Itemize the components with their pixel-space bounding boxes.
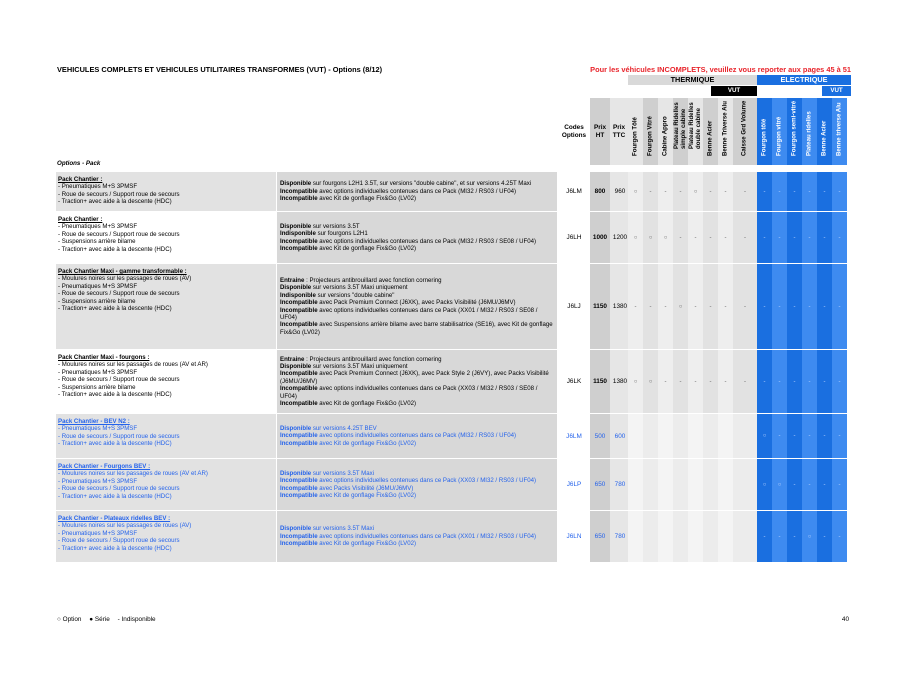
availability-mark [628, 414, 643, 458]
availability-line: Incompatible avec Kit de gonflage Fix&Go (LV02) [280, 244, 417, 252]
availability-mark: - [832, 172, 847, 211]
availability-mark: - [802, 459, 817, 510]
column-header: Fourgon Tôlé [628, 98, 643, 165]
availability-mark: - [733, 212, 757, 263]
pack-item: - Traction+ avec aide à la descente (HDC) [58, 391, 172, 399]
availability-mark [673, 459, 688, 510]
pack-description [56, 511, 276, 562]
availability-mark: ○ [802, 511, 817, 562]
page-number: 40 [841, 616, 849, 623]
availability-mark: - [628, 264, 643, 349]
price-ttc: 1380 [610, 350, 630, 413]
availability-mark [703, 414, 718, 458]
price-ht: 1150 [590, 264, 610, 349]
availability-mark: - [718, 350, 733, 413]
option-code: J6LK [566, 378, 582, 385]
availability-line: Incompatible avec Packs Visibilité (J6MU/J6MV) [280, 484, 414, 492]
availability-mark: - [787, 511, 802, 562]
availability-line: Incompatible avec Pack Premium Connect (J6XK), avec Pack Style 2 (J6VY), avec Packs Visibilité (J6MU/J6MV) [280, 370, 549, 385]
availability-mark: - [772, 511, 787, 562]
option-code: J6LM [566, 432, 582, 440]
column-header: Plateau Ridelles double cabine [688, 98, 703, 165]
table-row [56, 212, 851, 263]
availability-mark: - [658, 172, 673, 211]
availability-mark: - [673, 212, 688, 263]
availability-mark [733, 414, 757, 458]
column-header: Fourgon tôlé [757, 98, 772, 165]
availability-mark: - [832, 414, 847, 458]
availability-mark: - [802, 212, 817, 263]
availability-line: Disponible sur versions 3.5T Maxi [280, 469, 375, 477]
availability-mark: - [703, 172, 718, 211]
availability-notes [277, 511, 557, 562]
availability-mark [718, 511, 733, 562]
availability-line: Disponible sur versions 3.5T Maxi [280, 525, 375, 533]
availability-mark: - [718, 264, 733, 349]
availability-mark: - [673, 172, 688, 211]
column-header: Benne triverse Alu [832, 98, 847, 165]
price-ttc: 1380 [610, 264, 630, 349]
availability-line: Disponible sur fourgons L2H1 3.5T, sur versions "double cabine", et sur versions 4.25T Maxi [280, 180, 532, 188]
column-header: Benne Acier [703, 98, 718, 165]
pack-item: - Roue de secours / Support roue de secours [58, 230, 180, 238]
availability-mark: - [817, 212, 832, 263]
availability-mark: - [688, 350, 703, 413]
table-row [56, 264, 851, 349]
availability-mark: - [658, 264, 673, 349]
price-ht: 650 [590, 459, 610, 510]
availability-mark: ○ [673, 264, 688, 349]
pack-item: - Traction+ avec aide à la descente (HDC) [58, 245, 172, 253]
column-header: Benne Acier [817, 98, 832, 165]
vut-thermique-header: VUT [711, 86, 757, 96]
availability-mark [643, 511, 658, 562]
availability-mark [733, 511, 757, 562]
availability-mark [658, 459, 673, 510]
availability-mark: ○ [757, 414, 772, 458]
pack-item: - Traction+ avec aide à la descente (HDC) [58, 440, 172, 448]
availability-mark [718, 459, 733, 510]
availability-mark: - [703, 212, 718, 263]
availability-mark [673, 511, 688, 562]
availability-notes [277, 172, 557, 211]
pack-title[interactable]: Pack Chantier - Fourgons BEV : [58, 463, 151, 470]
column-header: Caisse Grd Volume [733, 98, 757, 165]
pack-description [56, 264, 276, 349]
option-code: J6LP [566, 481, 582, 488]
pack-item: - Pneumatiques M+S 3PMSF [58, 477, 138, 485]
availability-mark: - [673, 350, 688, 413]
pack-item: - Moulures noires sur les passages de roues (AV et AR) [58, 361, 208, 369]
availability-notes [277, 350, 557, 413]
availability-line: Incompatible avec Suspensions arrière bilame avec barre stabilisatrice (SE16), avec Kit de gonflage Fix&Go (LV02) [280, 321, 553, 336]
price-ttc: 600 [610, 414, 630, 458]
availability-mark [703, 459, 718, 510]
availability-mark: ○ [772, 459, 787, 510]
availability-line: Indisponible sur fourgons L2H1 [280, 230, 368, 238]
pack-item: - Traction+ avec aide à la descente (HDC) [58, 492, 172, 500]
availability-mark [688, 414, 703, 458]
availability-mark: - [832, 212, 847, 263]
availability-mark: - [703, 264, 718, 349]
price-ht: 800 [590, 172, 610, 211]
availability-line: Indisponible sur versions "double cabine" [280, 291, 395, 299]
option-code: J6LH [566, 234, 582, 241]
availability-mark: - [688, 264, 703, 349]
availability-mark: ○ [628, 350, 643, 413]
availability-mark: - [718, 212, 733, 263]
price-ht: 500 [590, 414, 610, 458]
availability-mark [658, 511, 673, 562]
availability-mark [658, 414, 673, 458]
availability-mark: - [817, 350, 832, 413]
availability-line: Disponible sur versions 3.5T Maxi uniquement [280, 362, 408, 370]
availability-line: Incompatible avec Kit de gonflage Fix&Go (LV02) [280, 491, 417, 499]
pack-item: - Moulures noires sur les passages de roues (AV) [58, 522, 192, 530]
availability-mark: - [787, 350, 802, 413]
availability-mark: - [802, 172, 817, 211]
price-ht: 1000 [590, 212, 610, 263]
pack-title: Pack Chantier : [58, 176, 103, 183]
price-ttc: 1200 [610, 212, 630, 263]
availability-mark: - [772, 264, 787, 349]
availability-line: Disponible sur versions 3.5T [280, 222, 360, 230]
availability-mark: ○ [757, 459, 772, 510]
price-ttc: 780 [610, 459, 630, 510]
pack-item: - Roue de secours / Support roue de secours [58, 537, 180, 545]
thermique-group-header: THERMIQUE [628, 75, 757, 85]
pack-item: - Roue de secours / Support roue de secours [58, 290, 180, 298]
availability-mark: - [817, 172, 832, 211]
price-ttc: 960 [610, 172, 630, 211]
availability-line: Incompatible avec Kit de gonflage Fix&Go (LV02) [280, 439, 417, 447]
availability-mark: ○ [688, 172, 703, 211]
availability-mark: - [757, 264, 772, 349]
availability-mark [673, 414, 688, 458]
availability-mark: - [817, 459, 832, 510]
legend [57, 616, 162, 623]
availability-mark: - [817, 264, 832, 349]
availability-mark [703, 511, 718, 562]
table-row [56, 511, 851, 562]
pack-item: - Suspensions arrière bilame [58, 297, 136, 305]
availability-mark: - [718, 172, 733, 211]
availability-mark [733, 459, 757, 510]
column-header: Cabine Appro [658, 98, 673, 165]
availability-line: Disponible sur versions 4.25T BEV [280, 424, 377, 432]
availability-line: Incompatible avec Kit de gonflage Fix&Go (LV02) [280, 400, 417, 408]
pack-item: - Traction+ avec aide à la descente (HDC) [58, 544, 172, 552]
availability-mark: ○ [628, 172, 643, 211]
pack-item: - Traction+ avec aide à la descente (HDC) [58, 198, 172, 206]
availability-mark: - [787, 459, 802, 510]
availability-mark [718, 414, 733, 458]
pack-title: Pack Chantier : [58, 216, 103, 223]
availability-mark: - [757, 350, 772, 413]
availability-line: Incompatible avec Pack Premium Connect (J6XK), avec Packs Visibilité (J6MU/J6MV) [280, 299, 516, 307]
legend-serie: ● Série [89, 616, 110, 623]
availability-mark [688, 511, 703, 562]
column-header: Fourgon semi-vitré [787, 98, 802, 165]
availability-line: Incompatible avec options individuelles contenues dans ce Pack (XX03 / MI32 / RS03 / SE08 / UF04) [280, 385, 538, 400]
availability-mark: - [802, 414, 817, 458]
option-code: J6LJ [567, 303, 581, 310]
availability-mark: - [772, 172, 787, 211]
availability-line: Incompatible avec options individuelles contenues dans ce Pack (MI32 / RS03 / SE08 / UF04) [280, 237, 537, 245]
availability-notes [277, 414, 557, 458]
availability-line: Incompatible avec options individuelles contenues dans ce Pack (XX01 / MI32 / RS03 / UF04) [280, 532, 537, 540]
electrique-group-header: ELECTRIQUE [757, 75, 851, 85]
availability-line: Incompatible avec options individuelles contenues dans ce Pack (XX01 / MI32 / RS03 / SE08 / UF04) [280, 306, 538, 321]
availability-mark: - [688, 212, 703, 263]
availability-mark: - [733, 172, 757, 211]
availability-mark [643, 414, 658, 458]
pack-item: - Moulures noires sur les passages de roues (AV) [58, 275, 192, 283]
availability-mark: - [772, 350, 787, 413]
price-ht: 1150 [590, 350, 610, 413]
availability-line: Incompatible avec options individuelles contenues dans ce Pack (MI32 / RS03 / UF04) [280, 432, 517, 440]
availability-line: Disponible sur versions 3.5T Maxi uniquement [280, 284, 408, 292]
pack-item: - Pneumatiques M+S 3PMSF [58, 223, 138, 231]
codes-options-header: Codes Options [561, 124, 587, 139]
column-header: Plateau ridelles [802, 98, 817, 165]
availability-mark: - [772, 414, 787, 458]
column-header: Plateau Ridelles simple cabine [673, 98, 688, 165]
pack-item: - Suspensions arrière bilame [58, 238, 136, 246]
availability-line: Entraine : Projecteurs antibrouillard avec fonction cornering [280, 276, 442, 284]
pack-title[interactable]: Pack Chantier - Plateaux ridelles BEV : [58, 515, 171, 522]
availability-mark: - [787, 212, 802, 263]
table-row [56, 414, 851, 458]
pack-description [56, 459, 276, 510]
availability-mark: - [757, 172, 772, 211]
availability-mark: - [703, 350, 718, 413]
availability-mark: ○ [643, 350, 658, 413]
pack-item: - Roue de secours / Support roue de secours [58, 190, 180, 198]
pack-description [56, 212, 276, 263]
availability-mark [628, 511, 643, 562]
price-ht: 650 [590, 511, 610, 562]
column-header: Benne Triverse Alu [718, 98, 733, 165]
availability-mark: ○ [658, 212, 673, 263]
vut-electrique-header: VUT [822, 86, 851, 96]
pack-description [56, 350, 276, 413]
pack-item: - Pneumatiques M+S 3PMSF [58, 282, 138, 290]
availability-line: Entraine : Projecteurs antibrouillard avec fonction cornering [280, 355, 442, 363]
pack-title: Pack Chantier Maxi - fourgons : [58, 354, 150, 361]
prix-ht-header: Prix HT [590, 98, 610, 165]
availability-notes [277, 264, 557, 349]
availability-mark: - [832, 511, 847, 562]
availability-mark: - [832, 264, 847, 349]
pack-item: - Pneumatiques M+S 3PMSF [58, 368, 138, 376]
pack-item: - Roue de secours / Support roue de secours [58, 485, 180, 493]
availability-mark: - [757, 511, 772, 562]
availability-mark: - [802, 350, 817, 413]
page-title: VEHICULES COMPLETS ET VEHICULES UTILITAIRES TRANSFORMES (VUT) - Options (8/12) [57, 65, 383, 74]
availability-mark: - [787, 414, 802, 458]
availability-notes [277, 212, 557, 263]
table-row [56, 172, 851, 211]
availability-mark: ○ [643, 212, 658, 263]
availability-line: Incompatible avec Kit de gonflage Fix&Go (LV02) [280, 540, 417, 548]
legend-indisponible: - Indisponible [117, 616, 156, 623]
availability-mark: - [787, 172, 802, 211]
table-row [56, 350, 851, 413]
option-code: J6LM [566, 188, 582, 195]
pack-item: - Pneumatiques M+S 3PMSF [58, 425, 138, 433]
incomplete-vehicles-notice: Pour les véhicules INCOMPLETS, veuillez vous reporter aux pages 45 à 51 [590, 65, 851, 74]
pack-item: - Traction+ avec aide à la descente (HDC) [58, 305, 172, 313]
pack-title[interactable]: Pack Chantier - BEV N2 : [58, 418, 130, 425]
availability-mark: - [817, 511, 832, 562]
availability-mark [688, 459, 703, 510]
pack-item: - Pneumatiques M+S 3PMSF [58, 183, 138, 191]
pack-item: - Roue de secours / Support roue de secours [58, 376, 180, 384]
availability-line: Incompatible avec options individuelles contenues dans ce Pack (XX03 / MI32 / RS03 / UF04) [280, 477, 537, 485]
availability-notes [277, 459, 557, 510]
availability-mark [628, 459, 643, 510]
availability-mark: - [802, 264, 817, 349]
pack-item: - Moulures noires sur les passages de roues (AV et AR) [58, 470, 208, 478]
availability-mark: - [643, 264, 658, 349]
section-label: Options - Pack [57, 160, 101, 167]
availability-line: Incompatible avec Kit de gonflage Fix&Go (LV02) [280, 195, 417, 203]
availability-mark: - [832, 459, 847, 510]
pack-title: Pack Chantier Maxi - gamme transformable : [58, 268, 187, 275]
pack-item: - Roue de secours / Support roue de secours [58, 432, 180, 440]
availability-mark: - [733, 350, 757, 413]
price-ttc: 780 [610, 511, 630, 562]
availability-mark [643, 459, 658, 510]
availability-mark: - [643, 172, 658, 211]
pack-description [56, 414, 276, 458]
table-row [56, 459, 851, 510]
availability-mark: - [757, 212, 772, 263]
availability-line: Incompatible avec options individuelles contenues dans ce Pack (MI32 / RS03 / UF04) [280, 187, 517, 195]
availability-mark: - [733, 264, 757, 349]
column-header: Fourgon Vitré [643, 98, 658, 165]
prix-ttc-header: Prix TTC [610, 98, 628, 165]
pack-item: - Suspensions arrière bilame [58, 383, 136, 391]
availability-mark: - [832, 350, 847, 413]
availability-mark: - [772, 212, 787, 263]
availability-mark: - [658, 350, 673, 413]
availability-mark: - [817, 414, 832, 458]
option-code: J6LN [566, 533, 582, 540]
availability-mark: - [787, 264, 802, 349]
legend-option: ○ Option [57, 616, 82, 623]
pack-description [56, 172, 276, 211]
pack-item: - Pneumatiques M+S 3PMSF [58, 529, 138, 537]
availability-mark: ○ [628, 212, 643, 263]
column-header: Fourgon vitré [772, 98, 787, 165]
